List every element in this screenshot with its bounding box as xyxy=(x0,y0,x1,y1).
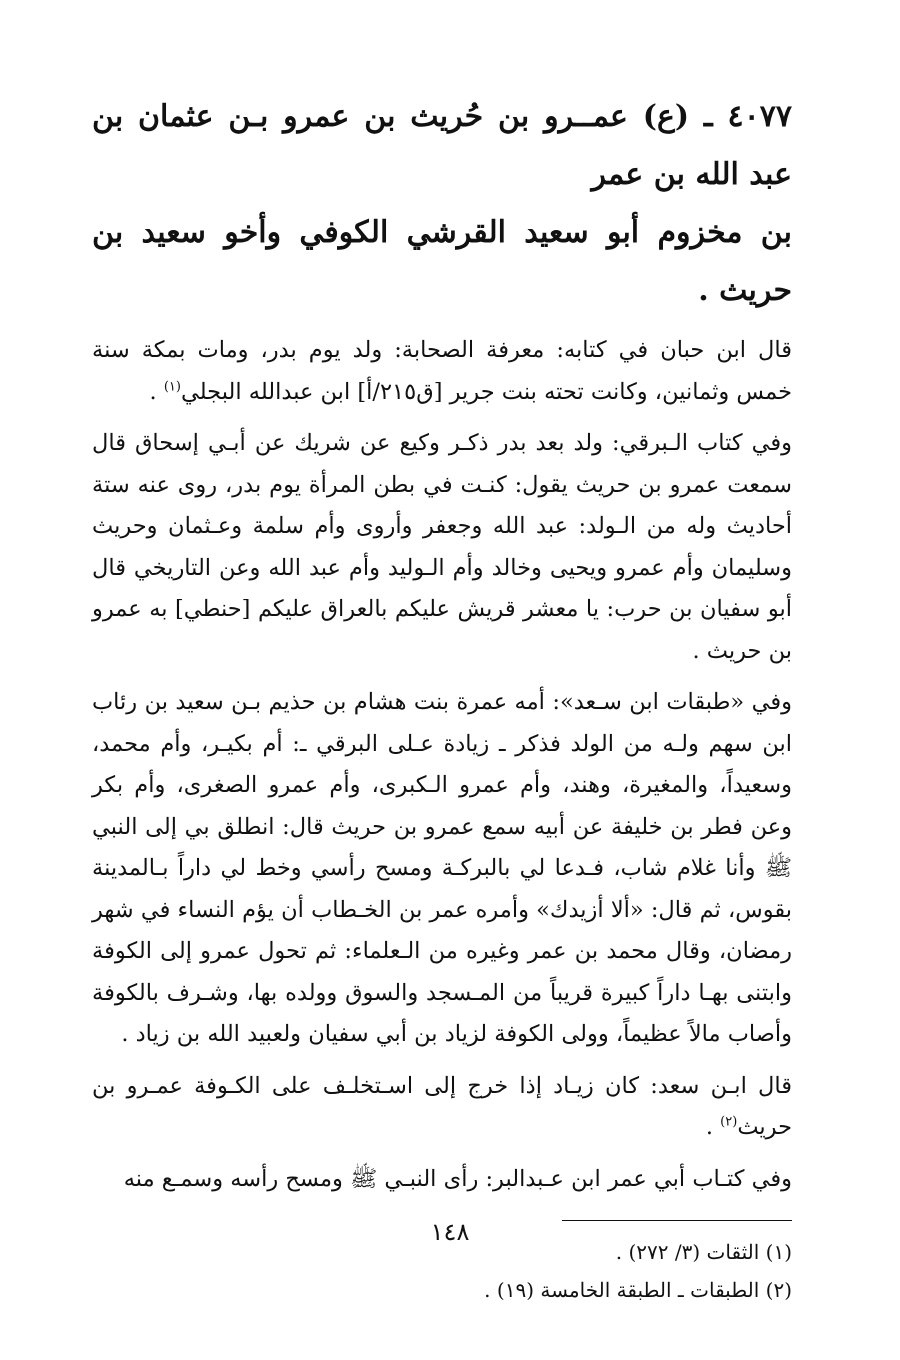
paragraph-ibn-abd-al-barr: وفي كتـاب أبي عمر ابن عـبدالبر: رأى النبـي ﷺ ومسح رأسه وسمـع منه xyxy=(123,1165,792,1192)
footnote-2: (٢) الطبقات ـ الطبقة الخامسة (١٩) . xyxy=(484,1278,792,1302)
footnote-ref-1: (١) xyxy=(163,379,181,394)
entry-heading-line-1: ٤٠٧٧ ـ (ع) عمــرو بن حُريث بن عمرو بـن عثمان بن عبد الله بن عمر xyxy=(92,99,792,192)
paragraph-ibn-hibban-text: قال ابن حبان في كتابه: معرفة الصحابة: ولد يوم بدر، ومات بمكة سنة خمس وثمانين، وكانت تحته بنت جرير [ق٢١٥/أ] ابن عبدالله البجلي xyxy=(92,337,792,405)
page-number: ١٤٨ xyxy=(430,1218,470,1246)
paragraph-ibn-hibban xyxy=(92,330,792,413)
footnote-1: (١) الثقات (٣/ ٢٧٢) . xyxy=(615,1240,792,1264)
paragraph-barqi: وفي كتاب الـبرقي: ولد بعد بدر ذكـر وكيع عن شريك عن أبـي إسحاق قال سمعت عمرو بن حريث يقول: كنـت في بطن المرأة يوم بدر، روى عنه ستة أحاديث وله من الـولد: عبد الله وجعفر وأروى وأم سلمة وعـثمان وحريث وسليمان وأم عمرو ويحيى وخالد وأم الـوليد وأم عبد الله وعن التاريخي قال أبو سفيان بن حرب: يا معشر قريش عليكم بالعراق عليكم [حنطي] به عمرو بن حريث . xyxy=(92,430,792,664)
paragraph-ibn-hibban-end: . xyxy=(149,378,164,405)
entry-heading xyxy=(92,88,792,320)
paragraph-ibn-saad-quote-end: . xyxy=(705,1114,721,1140)
footnote-ref-2: (٢) xyxy=(720,1114,738,1130)
paragraph-ibn-saad-quote-text: قال ابـن سعد: كان زيـاد إذا خرج إلى اسـتخلـف على الكـوفة عمـرو بن حريث xyxy=(92,1072,792,1140)
paragraph-ibn-saad-quote xyxy=(92,1066,792,1149)
paragraph-tabaqat-ibn-saad: وفي «طبقات ابن سـعد»: أمه عمرة بنت هشام بن حذيم بـن سعيد بن رئاب ابن سهم ولـه من الولد فذكر ـ زيادة عـلى البرقي ـ: أم بكيـر، وأم محمد، وسعيداً، والمغيرة، وهند، وأم عمرو الـكبرى، وأم عمرو الصغرى، وأم بكر وعن فطر بن خليفة عن أبيه سمع عمرو بن حريث قال: انطلق بي إلى النبي ﷺ وأنا غلام شاب، فـدعا لي بالبركـة ومسح رأسي وخط لي داراً بـالمدينة بقوس، ثم قال: «ألا أزيدك» وأمره عمر بن الخـطاب أن يؤم النساء في شهر رمضان، وقال محمد بن عمر وغيره من الـعلماء: ثم تحول عمرو إلى الكوفة وابتنى بهـا داراً كبيرة قريباً من المـسجد والسوق وولده بها، وشـرف بالكوفة وأصاب مالاً عظيماً، وولى الكوفة لزياد بن أبي سفيان ولعبيد الله بن زياد . xyxy=(92,689,792,1047)
entry-heading-line-2: بن مخزوم أبو سعيد القرشي الكوفي وأخو سعيد بن حريث . xyxy=(92,215,792,308)
